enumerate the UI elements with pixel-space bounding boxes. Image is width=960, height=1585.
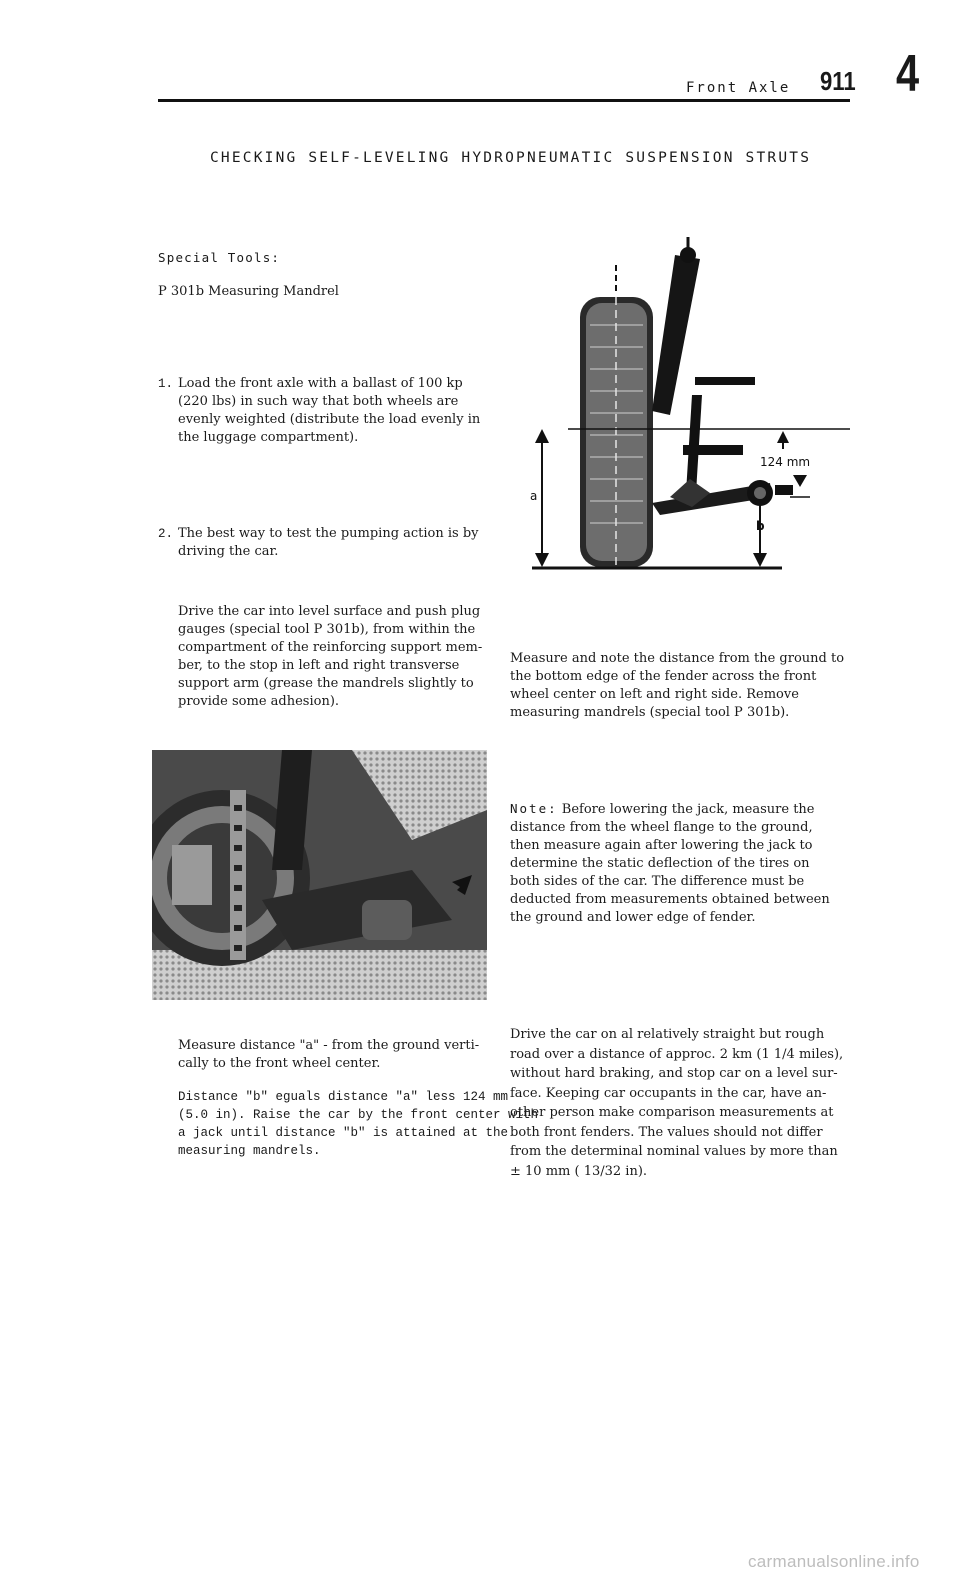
step-line: evenly weighted (distribute the load evenly in [178, 412, 481, 427]
drive-rough-paragraph [510, 1025, 843, 1181]
step-number: 1. [158, 377, 174, 391]
para-line: gauges (special tool P 301b), from within the [178, 622, 476, 637]
para-line: support arm (grease the mandrels slightly to [178, 676, 474, 691]
para-line: compartment of the reinforcing support mem- [178, 640, 483, 655]
para-line: a jack until distance "b" is attained at the [178, 1126, 509, 1140]
model-number: 911 [820, 66, 856, 96]
para-line: (5.0 in). Raise the car by the front center with [178, 1108, 539, 1122]
para-line: the bottom edge of the fender across the front [510, 669, 817, 684]
step-text [178, 525, 498, 561]
step-line: Load the front axle with a ballast of 100 kp [178, 376, 463, 391]
special-tool-item: P 301b Measuring Mandrel [158, 284, 339, 299]
para-line: deducted from measurements obtained between [510, 892, 830, 907]
header-rule [158, 99, 850, 102]
para-line: measuring mandrels (special tool P 301b). [510, 705, 790, 720]
para-line: provide some adhesion). [178, 694, 340, 709]
dimension-b-label: b [756, 519, 765, 533]
para-line: Drive the car on al relatively straight but rough [510, 1027, 825, 1042]
strut-measurement-diagram [520, 235, 865, 575]
para-line: both sides of the car. The difference must be [510, 874, 805, 889]
step-number: 2. [158, 527, 174, 541]
para-line: other person make comparison measurements at [510, 1105, 834, 1120]
para-line: face. Keeping car occupants in the car, have an- [510, 1085, 827, 1101]
para-line: Distance "b" eguals distance "a" less 124 mm [178, 1090, 509, 1104]
para-line: Measure and note the distance from the ground to [510, 651, 845, 666]
para-line: road over a distance of approc. 2 km (1 1/4 miles), [510, 1046, 844, 1062]
step-line: The best way to test the pumping action is by [178, 526, 479, 541]
para-line: wheel center on left and right side. Remove [510, 687, 799, 702]
para-line: both front fenders. The values should not differ [510, 1124, 823, 1140]
dimension-124mm-label: 124 mm [760, 455, 811, 469]
para-line: then measure again after lowering the jack to [510, 838, 813, 853]
page-title: CHECKING SELF-LEVELING HYDROPNEUMATIC SUSPENSION STRUTS [210, 150, 812, 166]
step-line: (220 lbs) in such way that both wheels are [178, 394, 459, 409]
para-line: determine the static deflection of the tires on [510, 856, 810, 871]
para-line: cally to the front wheel center. [178, 1056, 381, 1071]
para-line: distance from the wheel flange to the ground, [510, 820, 813, 835]
para-line: Before lowering the jack, measure the [561, 802, 815, 817]
drive-level-paragraph [178, 603, 482, 711]
step-line: the luggage compartment). [178, 430, 359, 445]
para-line: the ground and lower edge of fender. [510, 910, 756, 925]
para-line: without hard braking, and stop car on a level sur- [510, 1066, 838, 1081]
para-line: Measure distance "a" - from the ground verti- [178, 1038, 480, 1053]
measure-note-paragraph [510, 650, 844, 722]
note-label: Note: [510, 801, 558, 816]
para-line: ber, to the stop in left and right transverse [178, 658, 460, 673]
note-paragraph [510, 800, 830, 927]
distance-b-paragraph [178, 1088, 538, 1160]
dimension-a-label: a [530, 489, 538, 503]
section-title: Front Axle [686, 80, 791, 96]
special-tools-heading: Special Tools: [158, 250, 281, 265]
chapter-number: 4 [896, 45, 920, 103]
front-axle-photo [152, 750, 487, 1000]
step-text [178, 375, 498, 447]
step-line: driving the car. [178, 544, 279, 559]
para-line: ± 10 mm ( 13/32 in). [510, 1163, 648, 1179]
measure-a-paragraph [178, 1037, 479, 1073]
para-line: from the determinal nominal values by more than [510, 1144, 838, 1159]
para-line: Drive the car into level surface and push plug [178, 604, 481, 619]
watermark: carmanualsonline.info [748, 1552, 920, 1571]
para-line: measuring mandrels. [178, 1144, 321, 1158]
